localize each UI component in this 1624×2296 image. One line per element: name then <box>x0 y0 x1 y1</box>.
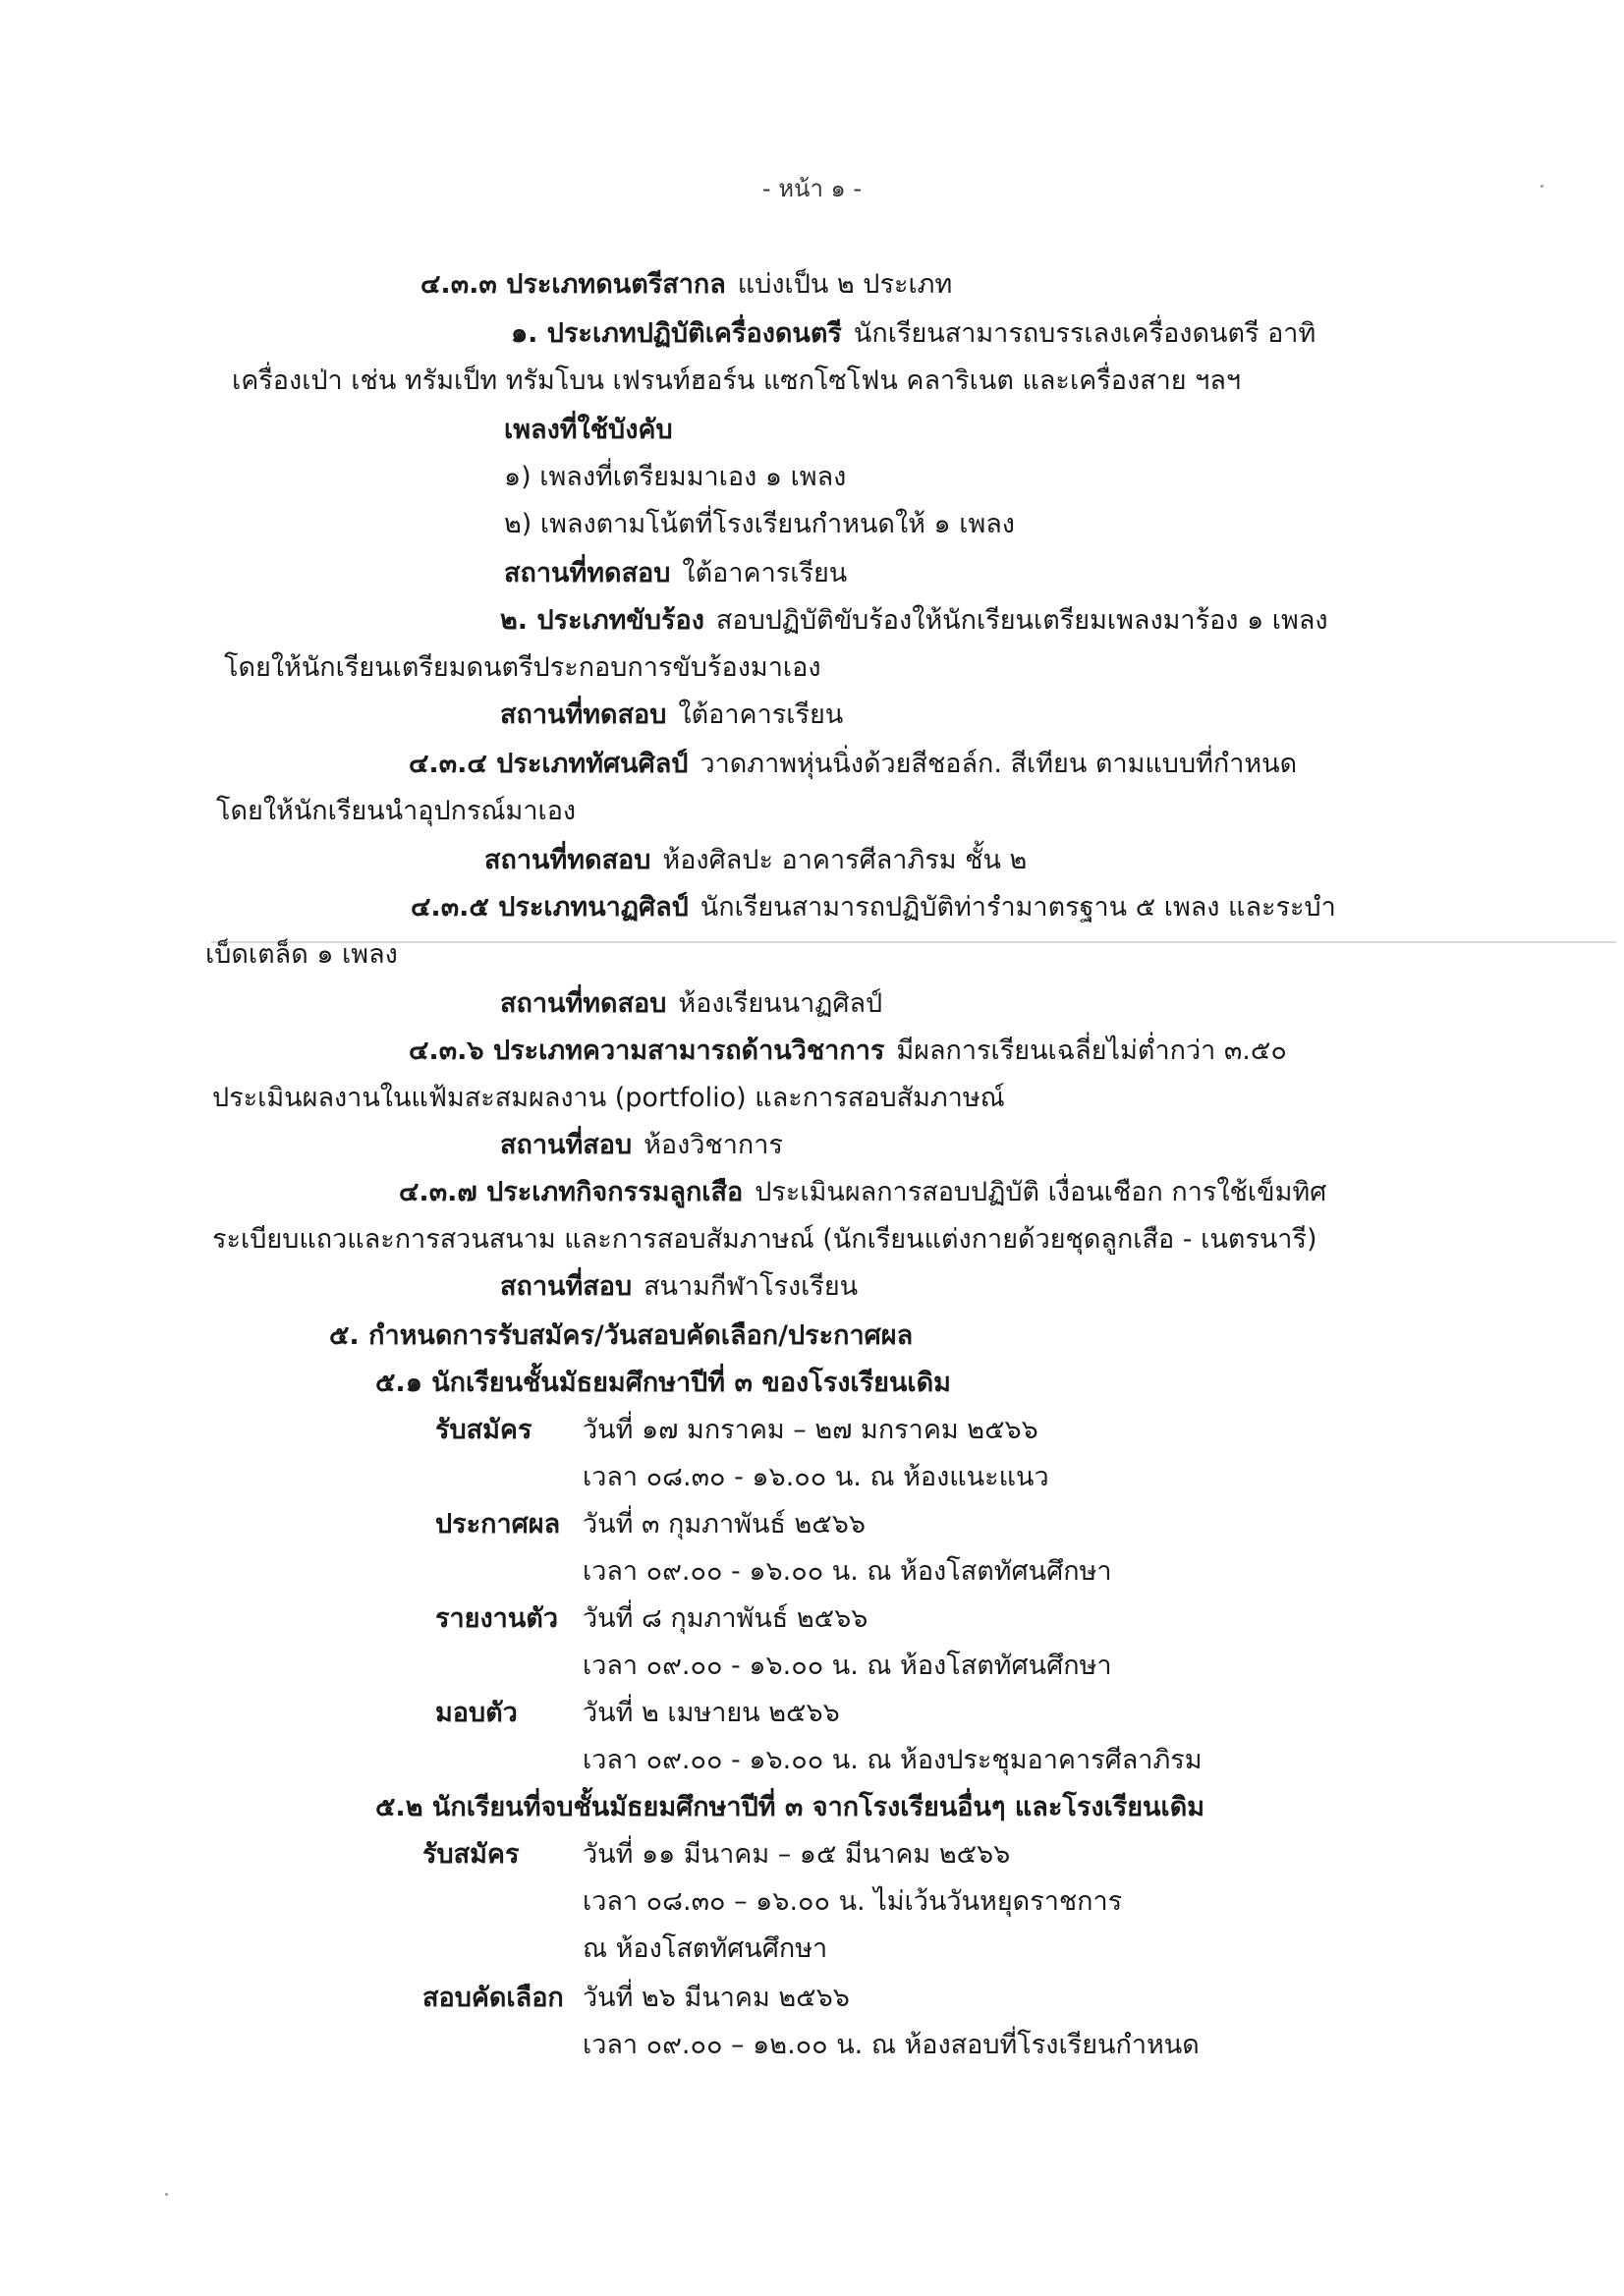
section-433-desc: แบ่งเป็น ๒ ประเภท <box>737 269 953 300</box>
song-item-2: ๒) เพลงตามโน้ตที่โรงเรียนกำหนดให้ ๑ เพลง <box>504 509 1015 539</box>
venue-value: ห้องวิชาการ <box>644 1130 783 1160</box>
schedule-label: รับสมัคร <box>422 1839 520 1870</box>
venue-label: สถานที่สอบ <box>500 1130 633 1160</box>
section-433-sub2-title: ๒. ประเภทขับร้อง <box>500 605 704 636</box>
schedule-label: มอบตัว <box>435 1698 518 1728</box>
venue-label: สถานที่ทดสอบ <box>500 700 667 730</box>
section-434-title: ๔.๓.๔ ประเภททัศนศิลป์ <box>409 749 689 779</box>
scan-line-artifact <box>211 941 1616 943</box>
schedule-time: เวลา ๐๙.๐๐ – ๑๒.๐๐ น. ณ ห้องสอบที่โรงเรียนกำหนด <box>583 2030 1200 2060</box>
schedule-date: วันที่ ๒๖ มีนาคม ๒๕๖๖ <box>583 1983 850 2013</box>
section-437-desc: ประเมินผลการสอบปฏิบัติ เงื่อนเชือก การใช้เข็มทิศ <box>755 1177 1327 1207</box>
section-434-line <box>409 745 1297 784</box>
schedule-label: รับสมัคร <box>435 1415 532 1445</box>
venue-label: สถานที่ทดสอบ <box>504 558 671 588</box>
page-number-header: - หน้า ๑ - <box>761 175 863 202</box>
venue-label: สถานที่สอบ <box>500 1271 633 1302</box>
schedule-row-apply-52 <box>422 1835 1010 1875</box>
section-436-line <box>409 1032 1287 1071</box>
section-433-sub1-cont: เครื่องเป่า เช่น ทรัมเป็ท ทรัมโบน เฟรนท์ฮอร์น แซกโซโฟน คลาริเนต และเครื่องสาย ฯลฯ <box>232 365 1242 396</box>
scan-speck <box>165 2193 168 2196</box>
venue-value: ใต้อาคารเรียน <box>678 700 844 730</box>
section-435-cont: เบ็ดเตล็ด ๑ เพลง <box>205 939 398 970</box>
section-434-desc: วาดภาพหุ่นนิ่งด้วยสีชอล์ก. สีเทียน ตามแบบที่กำหนด <box>700 749 1298 779</box>
section-51-title: ๕.๑ นักเรียนชั้นมัธยมศึกษาปีที่ ๓ ของโรงเรียนเดิม <box>375 1368 951 1398</box>
section-437-cont: ระเบียบแถวและการสวนสนาม และการสอบสัมภาษณ์ (นักเรียนแต่งกายด้วยชุดลูกเสือ - เนตรนารี) <box>212 1224 1317 1255</box>
schedule-label: รายงานตัว <box>435 1603 558 1634</box>
section-435-venue-line <box>500 984 882 1024</box>
schedule-place: ณ ห้องโสตทัศนศึกษา <box>583 1933 828 1964</box>
section-437-line <box>399 1173 1326 1212</box>
section-434-cont: โดยให้นักเรียนนำอุปกรณ์มาเอง <box>216 796 577 826</box>
schedule-date: วันที่ ๓ กุมภาพันธ์ ๒๕๖๖ <box>583 1509 866 1540</box>
section-437-venue-line <box>500 1267 858 1307</box>
schedule-time: เวลา ๐๙.๐๐ - ๑๖.๐๐ น. ณ ห้องประชุมอาคารศีลาภิรม <box>583 1745 1203 1775</box>
songs-label: เพลงที่ใช้บังคับ <box>504 415 673 445</box>
section-433-sub2-desc: สอบปฏิบัติขับร้องให้นักเรียนเตรียมเพลงมาร้อง ๑ เพลง <box>715 605 1328 636</box>
schedule-time: เวลา ๐๙.๐๐ - ๑๖.๐๐ น. ณ ห้องโสตทัศนศึกษา <box>583 1651 1112 1681</box>
schedule-label: ประกาศผล <box>435 1509 561 1540</box>
schedule-date: วันที่ ๒ เมษายน ๒๕๖๖ <box>583 1698 840 1728</box>
section-436-title: ๔.๓.๖ ประเภทความสามารถด้านวิชาการ <box>409 1036 885 1066</box>
section-433-sub1-title: ๑. ประเภทปฏิบัติเครื่องดนตรี <box>511 318 842 349</box>
schedule-row-handover <box>435 1694 840 1733</box>
section-433-title: ๔.๓.๓ ประเภทดนตรีสากล <box>420 269 726 300</box>
section-436-desc: มีผลการเรียนเฉลี่ยไม่ต่ำกว่า ๓.๕๐ <box>896 1036 1287 1066</box>
schedule-date: วันที่ ๘ กุมภาพันธ์ ๒๕๖๖ <box>583 1603 868 1634</box>
schedule-time: เวลา ๐๙.๐๐ - ๑๖.๐๐ น. ณ ห้องโสตทัศนศึกษา <box>583 1556 1112 1587</box>
section-433-sub1-desc: นักเรียนสามารถบรรเลงเครื่องดนตรี อาทิ <box>853 318 1316 349</box>
venue-label: สถานที่ทดสอบ <box>484 845 651 875</box>
schedule-label: สอบคัดเลือก <box>422 1983 564 2013</box>
section-434-venue-line <box>484 841 1027 880</box>
section-433-venue2-line <box>500 696 843 735</box>
venue-value: ห้องเรียนนาฏศิลป์ <box>678 988 883 1019</box>
section-433-sub2-cont: โดยให้นักเรียนเตรียมดนตรีประกอบการขับร้องมาเอง <box>224 652 821 683</box>
section-433-line <box>420 265 952 305</box>
song-item-1: ๑) เพลงที่เตรียมมาเอง ๑ เพลง <box>504 462 847 492</box>
schedule-date: วันที่ ๑๑ มีนาคม – ๑๕ มีนาคม ๒๕๖๖ <box>583 1839 1011 1870</box>
venue-value: สนามกีฬาโรงเรียน <box>644 1271 859 1302</box>
section-433-sub2-line <box>500 601 1328 641</box>
section-435-line <box>411 888 1336 927</box>
schedule-row-report <box>435 1599 868 1639</box>
schedule-date: วันที่ ๑๗ มกราคม – ๒๗ มกราคม ๒๕๖๖ <box>583 1415 1038 1445</box>
section-435-title: ๔.๓.๕ ประเภทนาฏศิลป์ <box>411 892 689 923</box>
section-52-title: ๕.๒ นักเรียนที่จบชั้นมัธยมศึกษาปีที่ ๓ จากโรงเรียนอื่นๆ และโรงเรียนเดิม <box>375 1792 1205 1822</box>
schedule-row-apply <box>435 1411 1038 1450</box>
section-433-sub1-line <box>511 314 1316 354</box>
venue-label: สถานที่ทดสอบ <box>500 988 667 1019</box>
schedule-time: เวลา ๐๘.๓๐ - ๑๖.๐๐ น. ณ ห้องแนะแนว <box>583 1462 1049 1492</box>
venue-value: ใต้อาคารเรียน <box>682 558 848 588</box>
section-437-title: ๔.๓.๗ ประเภทกิจกรรมลูกเสือ <box>399 1177 744 1207</box>
section-436-venue-line <box>500 1126 783 1165</box>
section-433-venue1-line <box>504 554 847 593</box>
section-5-title: ๕. กำหนดการรับสมัคร/วันสอบคัดเลือก/ประกาศผล <box>329 1320 914 1351</box>
venue-value: ห้องศิลปะ อาคารศีลาภิรม ชั้น ๒ <box>662 845 1028 875</box>
schedule-time: เวลา ๐๘.๓๐ – ๑๖.๐๐ น. ไม่เว้นวันหยุดราชการ <box>583 1886 1123 1917</box>
section-436-cont: ประเมินผลงานในแฟ้มสะสมผลงาน (portfolio) และการสอบสัมภาษณ์ <box>212 1083 1005 1113</box>
section-435-desc: นักเรียนสามารถปฏิบัติท่ารำมาตรฐาน ๕ เพลง และระบำ <box>700 892 1336 923</box>
schedule-row-exam-52 <box>422 1979 850 2018</box>
schedule-row-announce <box>435 1505 866 1544</box>
